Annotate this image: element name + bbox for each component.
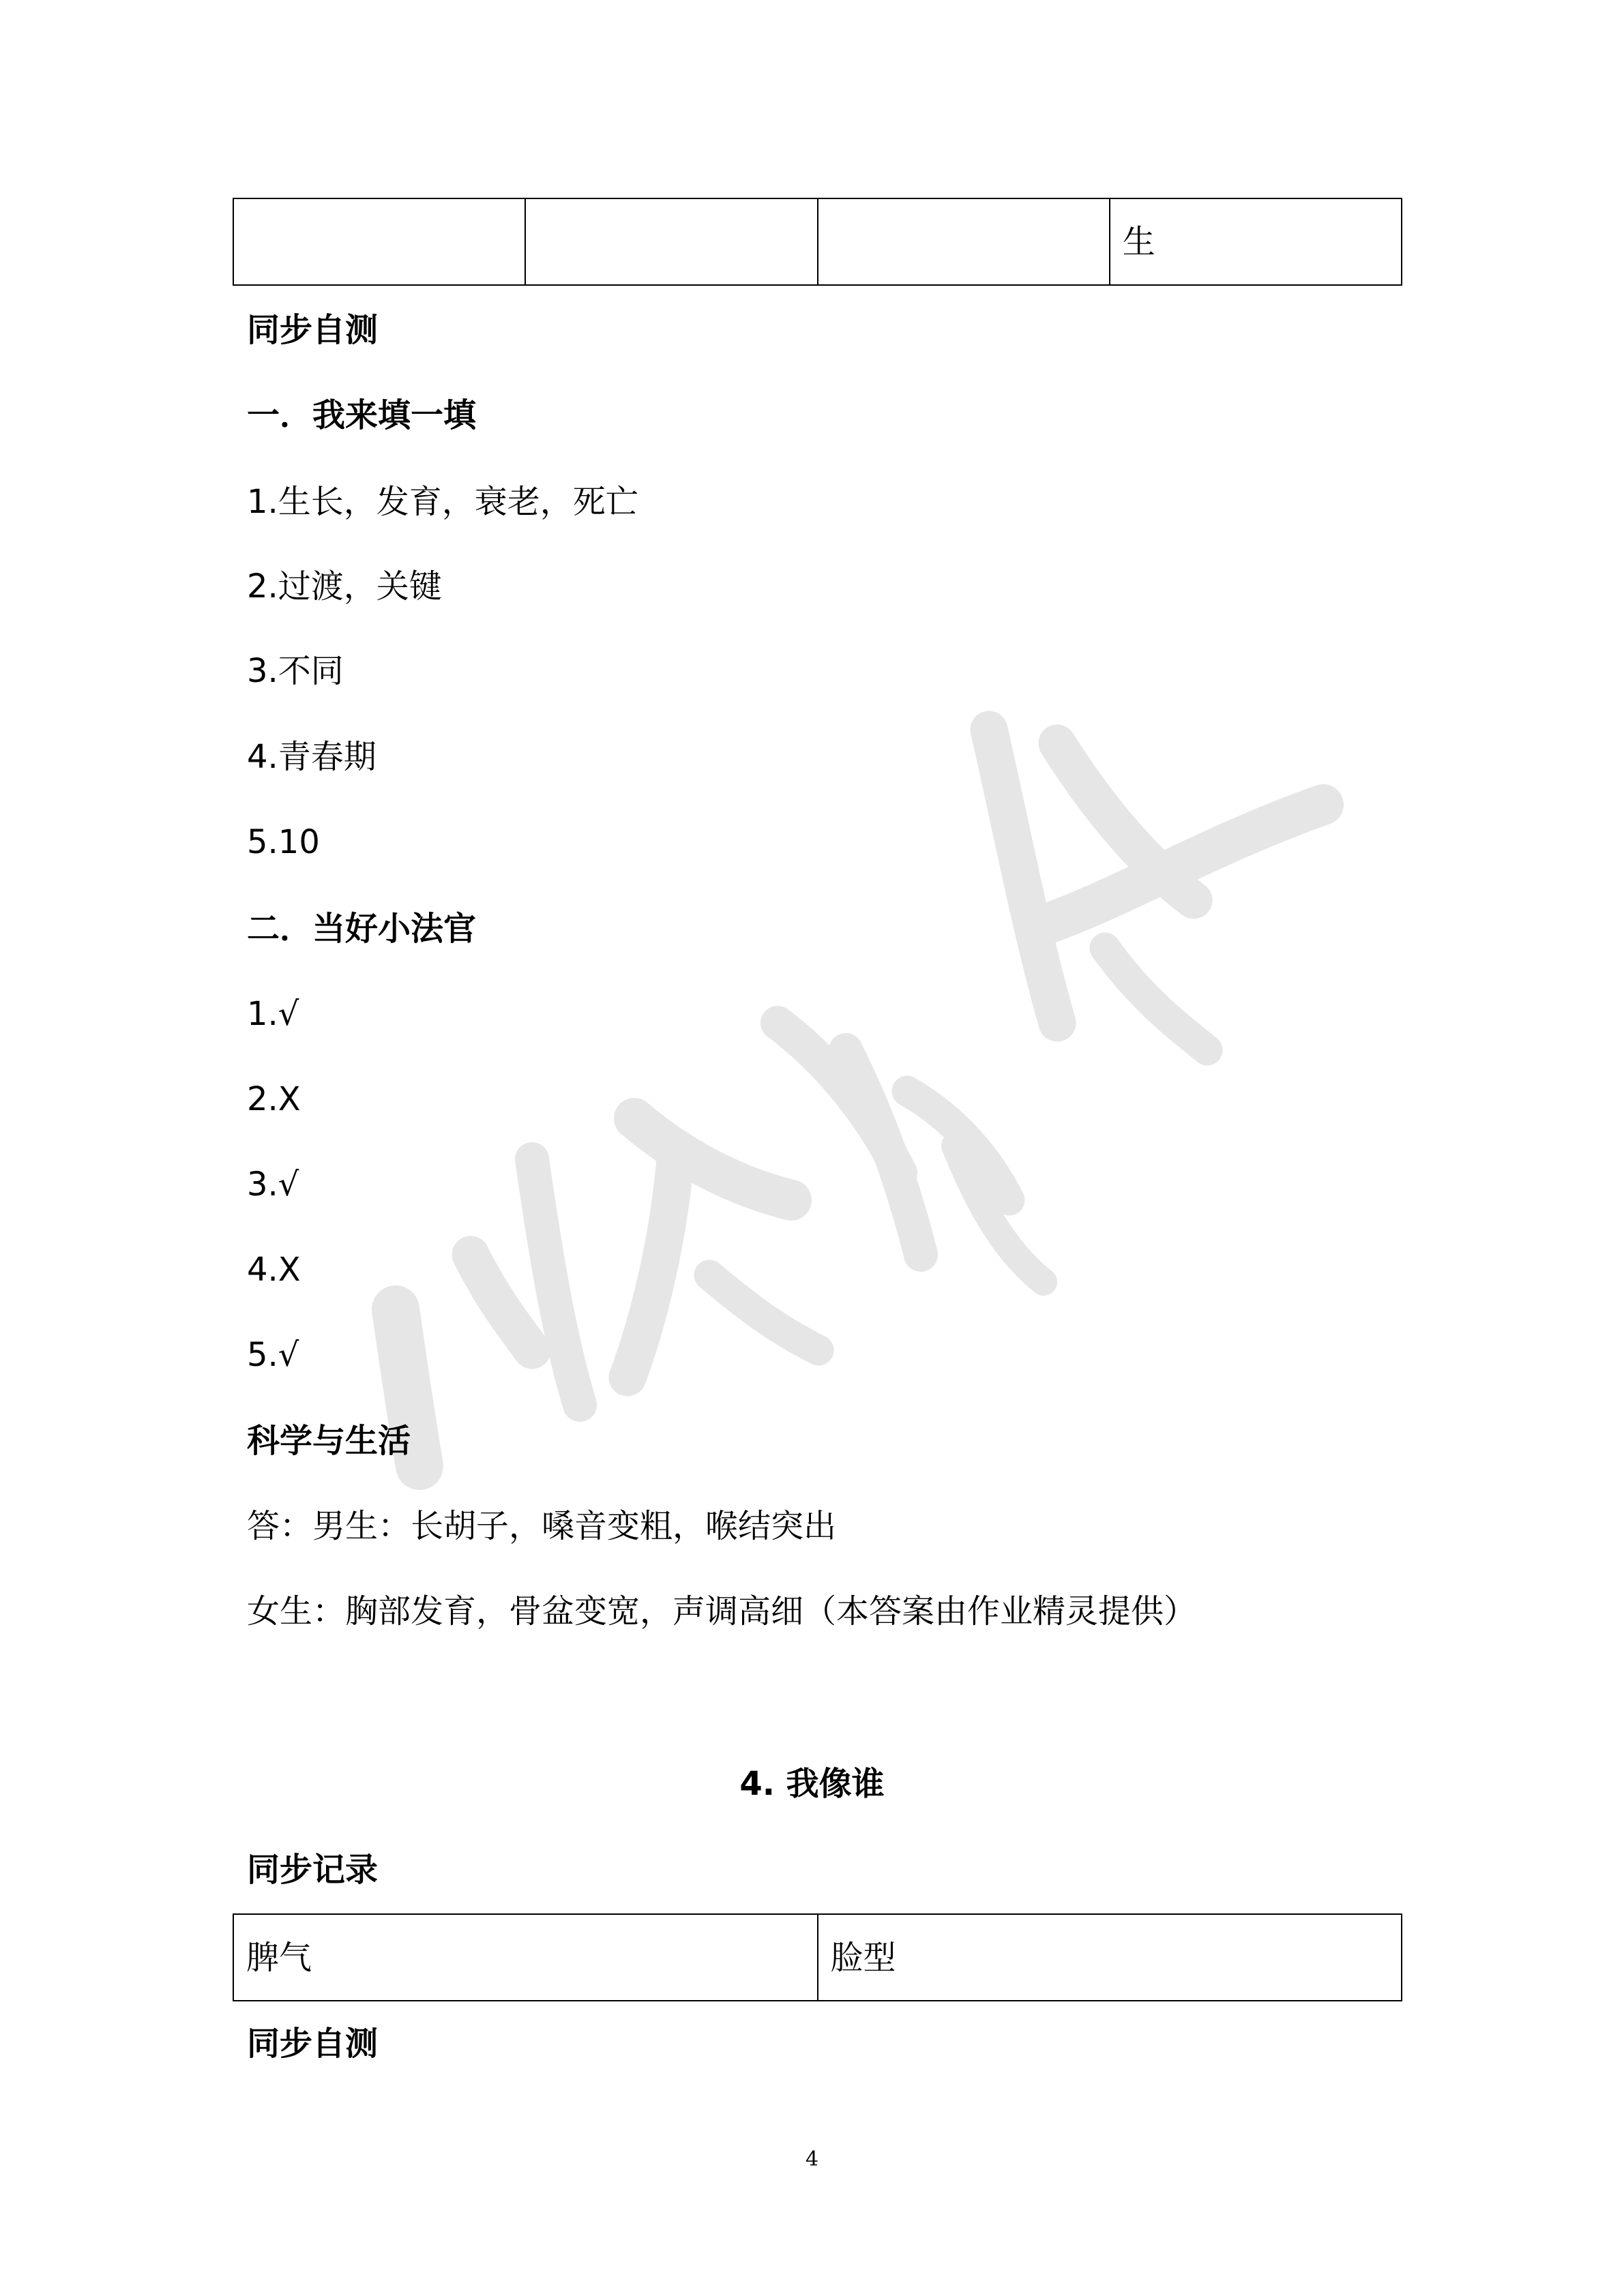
table-row: [233, 1914, 1402, 2001]
answer-line: 答：男生：长胡子，嗓音变粗，喉结突出: [247, 1507, 837, 1545]
watermark-calligraphy: [355, 641, 1378, 1493]
list-item: 4.青春期: [247, 738, 377, 776]
record-table: [233, 1913, 1402, 2001]
list-item: 5.10: [247, 823, 320, 861]
part1-heading: 一．我来填一填: [247, 396, 477, 434]
list-item: 1.√: [247, 995, 299, 1033]
table-cell: 脾气: [233, 1914, 818, 2001]
selftest-heading: 同步自测: [247, 2025, 379, 2063]
list-item: 5.√: [247, 1336, 299, 1374]
list-item: 3.不同: [247, 652, 344, 690]
list-item: 2.过渡，关键: [247, 567, 442, 606]
answer-line: 女生：胸部发育，骨盆变宽，声调高细（本答案由作业精灵提供）: [247, 1592, 1197, 1630]
list-item: 1.生长，发育，衰老，死亡: [247, 483, 638, 521]
list-item: 2.X: [247, 1080, 301, 1118]
top-table: [233, 198, 1402, 286]
part2-heading: 二．当好小法官: [247, 910, 477, 948]
table-cell: 生: [1110, 198, 1402, 285]
list-item: 4.X: [247, 1251, 301, 1289]
science-heading: 科学与生活: [247, 1422, 411, 1460]
list-item: 3.√: [247, 1165, 299, 1204]
record-heading: 同步记录: [247, 1851, 379, 1889]
table-cell: [525, 198, 817, 285]
section-heading-selftest: 同步自测: [247, 311, 379, 349]
page-number: 4: [805, 2147, 819, 2171]
table-cell: [233, 198, 525, 285]
table-cell: [818, 198, 1110, 285]
table-cell: 脸型: [818, 1914, 1402, 2001]
lesson-title: 4. 我像谁: [739, 1765, 885, 1803]
table-row: [233, 198, 1402, 285]
